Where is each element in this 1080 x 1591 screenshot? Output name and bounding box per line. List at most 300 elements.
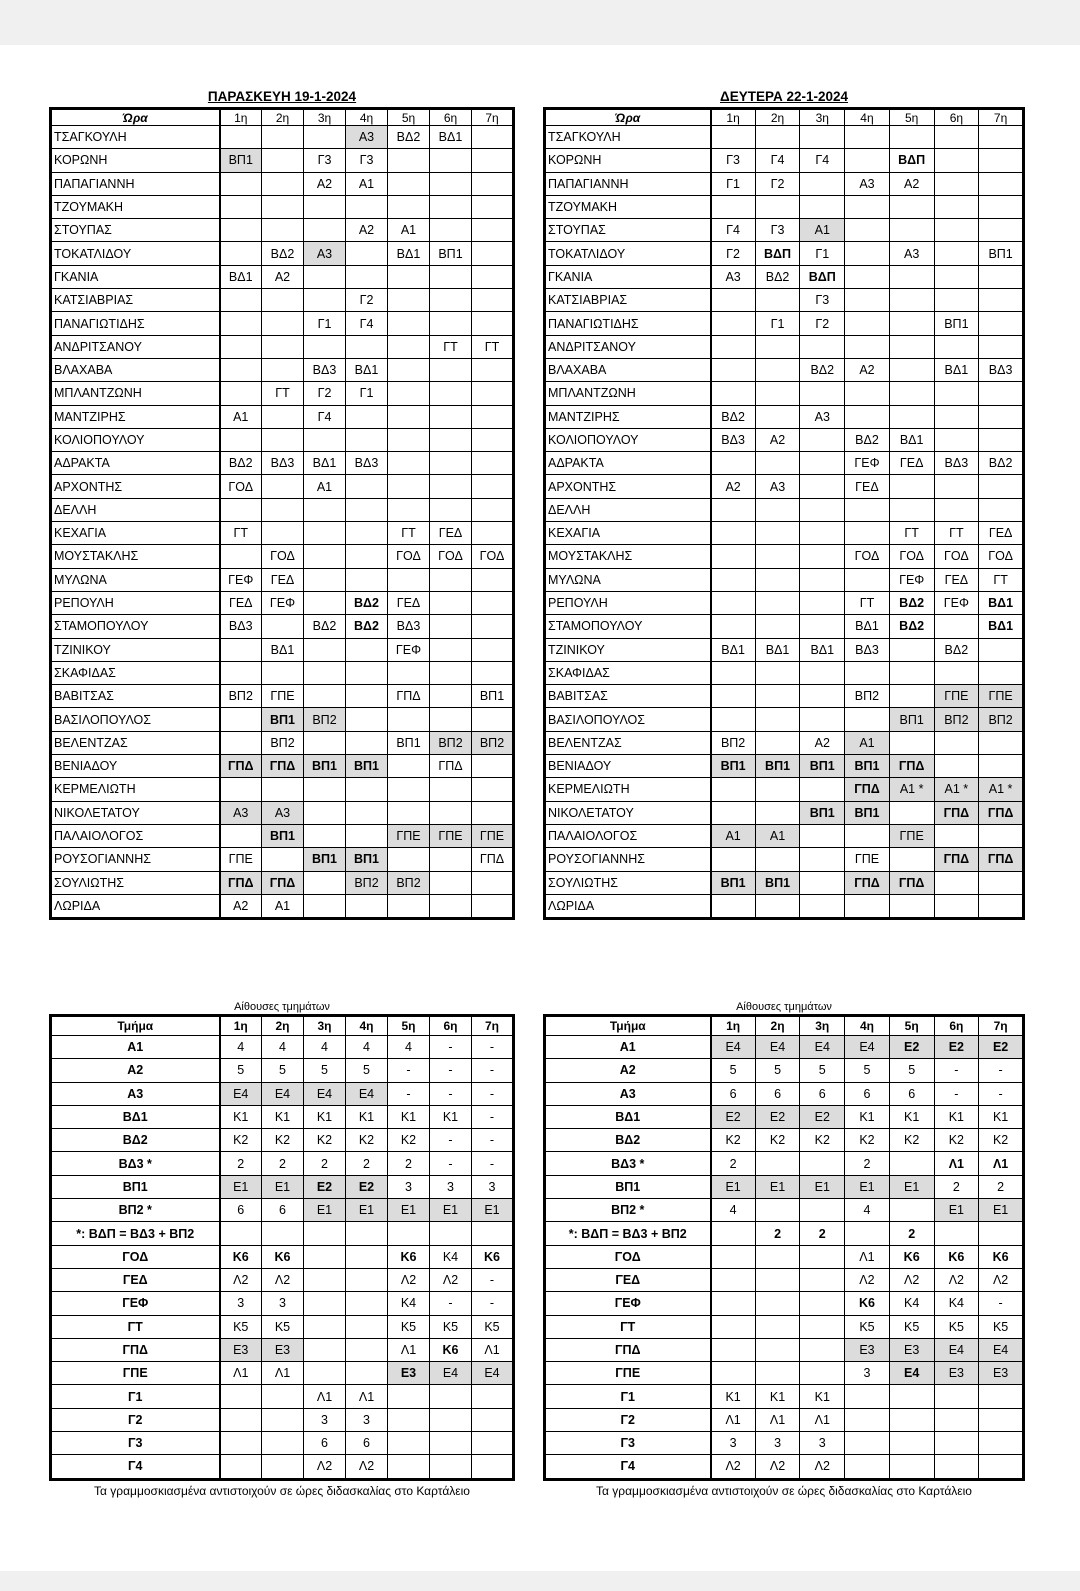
table-cell: Ε4: [979, 1338, 1024, 1361]
table-cell: [472, 522, 514, 545]
table-cell: Ε4: [934, 1338, 979, 1361]
table-cell: [845, 312, 890, 335]
row-label: ΤΖΙΝΙΚΟΥ: [545, 638, 711, 661]
row-label: ΒΔ1: [51, 1105, 220, 1128]
table-cell: ΒΠ1: [472, 685, 514, 708]
table-cell: Λ2: [304, 1455, 346, 1479]
table-cell: [304, 871, 346, 894]
table-cell: Κ1: [346, 1105, 388, 1128]
table-cell: [262, 475, 304, 498]
table-row: [545, 265, 1024, 288]
table-cell: [430, 871, 472, 894]
table-cell: [711, 1362, 756, 1385]
hour-header: 3η: [800, 109, 845, 126]
table-cell: ΒΔ1: [934, 358, 979, 381]
table-cell: [430, 591, 472, 614]
table-cell: Κ1: [304, 1105, 346, 1128]
table-cell: 2: [220, 1152, 262, 1175]
row-label: ΣΚΑΦΙΔΑΣ: [545, 661, 711, 684]
table-cell: Ε4: [755, 1036, 800, 1059]
table-cell: -: [472, 1059, 514, 1082]
table-cell: [472, 126, 514, 149]
table-cell: Γ4: [800, 149, 845, 172]
table-cell: [220, 778, 262, 801]
row-label: Α1: [545, 1036, 711, 1059]
table-cell: [262, 1385, 304, 1408]
table-cell: ΓΠΔ: [388, 685, 430, 708]
table-cell: -: [472, 1036, 514, 1059]
table-cell: [220, 638, 262, 661]
table-cell: Κ2: [304, 1129, 346, 1152]
table-cell: [889, 1199, 934, 1222]
table-cell: Κ5: [430, 1315, 472, 1338]
table-cell: Ε4: [845, 1036, 890, 1059]
table-cell: [304, 219, 346, 242]
table-cell: [711, 778, 756, 801]
table-cell: [304, 1268, 346, 1291]
table-cell: ΒΔ2: [711, 405, 756, 428]
table-cell: [800, 1292, 845, 1315]
hour-header: 5η: [388, 109, 430, 126]
hour-header: 1η: [711, 109, 756, 126]
table-cell: [800, 1268, 845, 1291]
table-row: [51, 801, 514, 824]
hour-header: 4η: [845, 109, 890, 126]
table-row: [545, 1268, 1024, 1291]
hour-header: 3η: [304, 109, 346, 126]
row-label: ΡΟΥΣΟΓΙΑΝΝΗΣ: [545, 848, 711, 871]
table-cell: Α2: [304, 172, 346, 195]
table-cell: Ε2: [755, 1105, 800, 1128]
table-cell: [845, 661, 890, 684]
table-cell: 6: [220, 1199, 262, 1222]
table-cell: [800, 172, 845, 195]
table-cell: [304, 522, 346, 545]
table-row: [545, 1362, 1024, 1385]
table-cell: Λ2: [388, 1268, 430, 1291]
table-cell: [889, 335, 934, 358]
table-row: [545, 708, 1024, 731]
table-cell: [800, 498, 845, 521]
row-label: ΓΠΔ: [51, 1338, 220, 1361]
table-row: [545, 1222, 1024, 1245]
table-cell: [934, 265, 979, 288]
table-cell: [800, 568, 845, 591]
row-label: ΜΑΝΤΖΙΡΗΣ: [51, 405, 220, 428]
table-cell: 2: [889, 1222, 934, 1245]
table-cell: 2: [262, 1152, 304, 1175]
table-cell: [220, 731, 262, 754]
table-row: [545, 1245, 1024, 1268]
table-cell: [304, 498, 346, 521]
row-label: ΤΣΑΓΚΟΥΛΗ: [51, 126, 220, 149]
table-row: [545, 1292, 1024, 1315]
table-cell: ΒΠ2: [346, 871, 388, 894]
table-cell: Α2: [800, 731, 845, 754]
table-cell: Λ1: [800, 1408, 845, 1431]
table-cell: [262, 848, 304, 871]
table-cell: Κ1: [220, 1105, 262, 1128]
table-cell: [800, 382, 845, 405]
table-cell: [388, 1385, 430, 1408]
table-cell: ΓΠΔ: [979, 801, 1024, 824]
table-cell: ΒΔ1: [220, 265, 262, 288]
table-row: [51, 661, 514, 684]
table-cell: Κ5: [845, 1315, 890, 1338]
row-label: ΣΤΑΜΟΠΟΥΛΟΥ: [545, 615, 711, 638]
row-label: ΓΠΔ: [545, 1338, 711, 1361]
table-cell: [262, 1222, 304, 1245]
table-row: [545, 312, 1024, 335]
table-cell: Ε2: [711, 1105, 756, 1128]
table-cell: -: [934, 1082, 979, 1105]
table-row: [51, 312, 514, 335]
table-row: [545, 824, 1024, 847]
row-label: Γ2: [545, 1408, 711, 1431]
table-row: [51, 591, 514, 614]
row-label: ΓΟΔ: [545, 1245, 711, 1268]
table-cell: [800, 1199, 845, 1222]
table-cell: [262, 661, 304, 684]
table-cell: [304, 428, 346, 451]
table-row: [51, 1362, 514, 1385]
table-cell: [262, 1408, 304, 1431]
row-label: ΒΛΑΧΑΒΑ: [545, 358, 711, 381]
row-label: Γ3: [545, 1432, 711, 1455]
table-cell: Ε4: [220, 1082, 262, 1105]
table-cell: [979, 172, 1024, 195]
table-cell: Κ1: [800, 1385, 845, 1408]
hour-header: 6η: [430, 1016, 472, 1036]
hour-header: 7η: [979, 1016, 1024, 1036]
row-label: ΝΙΚΟΛΕΤΑΤΟΥ: [51, 801, 220, 824]
table-cell: [388, 1432, 430, 1455]
table-cell: ΒΔ1: [889, 428, 934, 451]
table-cell: [220, 172, 262, 195]
table-cell: [934, 894, 979, 918]
hour-header: 2η: [262, 1016, 304, 1036]
table-cell: -: [430, 1036, 472, 1059]
row-label: ΓΕΔ: [51, 1268, 220, 1291]
table-cell: Ε1: [800, 1175, 845, 1198]
table-cell: [304, 289, 346, 312]
table-cell: ΓΠΔ: [262, 871, 304, 894]
table-cell: [262, 289, 304, 312]
table-cell: [800, 894, 845, 918]
table-cell: Λ2: [845, 1268, 890, 1291]
table-cell: ΓΟΔ: [220, 475, 262, 498]
table-row: [51, 708, 514, 731]
table-cell: [800, 848, 845, 871]
table-cell: ΒΔ3: [979, 358, 1024, 381]
table-cell: ΓΟΔ: [472, 545, 514, 568]
table-cell: [845, 265, 890, 288]
table-cell: [346, 731, 388, 754]
table-cell: Α1: [845, 731, 890, 754]
table-cell: [262, 219, 304, 242]
table-row: [545, 801, 1024, 824]
table-cell: Ε3: [889, 1338, 934, 1361]
table-cell: ΒΔ1: [711, 638, 756, 661]
table-cell: [220, 1222, 262, 1245]
table-row: [51, 1036, 514, 1059]
table-row: [545, 1385, 1024, 1408]
table-cell: Ε3: [262, 1338, 304, 1361]
table-cell: ΓΠΔ: [220, 871, 262, 894]
table-cell: [889, 498, 934, 521]
table-cell: 6: [845, 1082, 890, 1105]
table-cell: ΒΠ1: [934, 312, 979, 335]
table-cell: 4: [388, 1036, 430, 1059]
table-cell: ΓΤ: [845, 591, 890, 614]
table-row: [51, 545, 514, 568]
row-label: ΛΩΡΙΔΑ: [51, 894, 220, 918]
table-cell: Ε1: [262, 1175, 304, 1198]
table-cell: Α2: [711, 475, 756, 498]
table-cell: [388, 428, 430, 451]
table-cell: [845, 1408, 890, 1431]
table-cell: [304, 1222, 346, 1245]
table-cell: [304, 591, 346, 614]
table-cell: [711, 312, 756, 335]
table-cell: [472, 265, 514, 288]
table-cell: [388, 289, 430, 312]
table-cell: [979, 1455, 1024, 1479]
table-cell: [711, 1245, 756, 1268]
table-cell: [346, 568, 388, 591]
table-cell: ΒΔ3: [220, 615, 262, 638]
table-cell: [472, 242, 514, 265]
table-cell: [934, 1432, 979, 1455]
table-cell: -: [934, 1059, 979, 1082]
table-cell: ΒΠ1: [388, 731, 430, 754]
table-cell: ΓΠΔ: [262, 755, 304, 778]
table-cell: -: [472, 1292, 514, 1315]
row-label: Α2: [51, 1059, 220, 1082]
table-cell: [889, 289, 934, 312]
hour-header: 4η: [346, 1016, 388, 1036]
table-cell: ΒΠ2: [979, 708, 1024, 731]
table-cell: Α1 *: [889, 778, 934, 801]
table-cell: [845, 195, 890, 218]
table-cell: [755, 1152, 800, 1175]
table-cell: [889, 126, 934, 149]
table-row: [51, 1175, 514, 1198]
table-cell: ΓΟΔ: [889, 545, 934, 568]
table-cell: Ε4: [711, 1036, 756, 1059]
table-cell: ΓΕΔ: [889, 452, 934, 475]
table-cell: Ε4: [304, 1082, 346, 1105]
table-cell: ΒΔ1: [388, 242, 430, 265]
table-cell: [711, 1292, 756, 1315]
table-cell: [755, 731, 800, 754]
table-cell: Κ4: [889, 1292, 934, 1315]
table-cell: [755, 708, 800, 731]
table-cell: 6: [889, 1082, 934, 1105]
table-cell: 2: [388, 1152, 430, 1175]
row-label: Α3: [545, 1082, 711, 1105]
table-cell: [800, 522, 845, 545]
table-cell: Γ1: [304, 312, 346, 335]
row-label: ΤΟΚΑΤΛΙΔΟΥ: [51, 242, 220, 265]
table-cell: [262, 405, 304, 428]
table-cell: [430, 358, 472, 381]
table-cell: [472, 312, 514, 335]
schedule-right-title: ΔΕΥΤΕΡΑ 22-1-2024: [719, 89, 848, 104]
table-cell: [934, 731, 979, 754]
table-cell: [711, 545, 756, 568]
table-row: [51, 731, 514, 754]
table-cell: Α3: [755, 475, 800, 498]
table-cell: Γ4: [346, 312, 388, 335]
table-row: [51, 1385, 514, 1408]
table-cell: ΒΠ1: [711, 871, 756, 894]
table-cell: Ε3: [934, 1362, 979, 1385]
table-cell: [711, 894, 756, 918]
table-row: [51, 894, 514, 918]
table-cell: Κ5: [388, 1315, 430, 1338]
row-label: ΚΕΡΜΕΛΙΩΤΗ: [545, 778, 711, 801]
row-label: ΠΑΛΑΙΟΛΟΓΟΣ: [545, 824, 711, 847]
table-cell: ΓΠΔ: [889, 871, 934, 894]
table-cell: [934, 1222, 979, 1245]
table-cell: [346, 498, 388, 521]
table-cell: [845, 1432, 890, 1455]
table-row: [545, 475, 1024, 498]
table-cell: Λ2: [711, 1455, 756, 1479]
table-cell: [430, 1408, 472, 1431]
table-cell: [711, 661, 756, 684]
row-label: ΚΑΤΣΙΑΒΡΙΑΣ: [51, 289, 220, 312]
table-cell: [472, 475, 514, 498]
table-cell: ΒΠ2: [430, 731, 472, 754]
table-cell: Ε2: [979, 1036, 1024, 1059]
row-label: ΜΠΛΑΝΤΖΩΝΗ: [545, 382, 711, 405]
table-row: [51, 195, 514, 218]
table-cell: [889, 801, 934, 824]
table-cell: [979, 382, 1024, 405]
table-cell: Κ2: [889, 1129, 934, 1152]
table-cell: [472, 591, 514, 614]
table-cell: [889, 1455, 934, 1479]
table-cell: Α3: [220, 801, 262, 824]
table-cell: 3: [304, 1408, 346, 1431]
table-cell: ΓΤ: [889, 522, 934, 545]
table-cell: ΒΔ3: [262, 452, 304, 475]
table-cell: [800, 1245, 845, 1268]
row-label: ΠΑΝΑΓΙΩΤΙΔΗΣ: [51, 312, 220, 335]
table-cell: [220, 708, 262, 731]
table-cell: ΓΠΕ: [934, 685, 979, 708]
row-label: Γ1: [51, 1385, 220, 1408]
table-cell: Κ5: [889, 1315, 934, 1338]
table-row: [545, 1152, 1024, 1175]
table-cell: ΒΔ3: [304, 358, 346, 381]
row-label: ΝΙΚΟΛΕΤΑΤΟΥ: [545, 801, 711, 824]
table-cell: Κ5: [979, 1315, 1024, 1338]
table-cell: ΒΠ1: [220, 149, 262, 172]
table-cell: ΒΔ2: [346, 615, 388, 638]
table-row: [51, 149, 514, 172]
table-cell: [304, 568, 346, 591]
table-row: [51, 1432, 514, 1455]
row-label: ΣΟΥΛΙΩΤΗΣ: [51, 871, 220, 894]
hour-header: 1η: [711, 1016, 756, 1036]
table-cell: [934, 824, 979, 847]
table-cell: [388, 755, 430, 778]
table-cell: Κ4: [430, 1245, 472, 1268]
table-cell: [889, 1408, 934, 1431]
table-row: [545, 428, 1024, 451]
table-cell: ΓΕΔ: [979, 522, 1024, 545]
table-cell: ΓΤ: [430, 335, 472, 358]
table-cell: [934, 195, 979, 218]
row-label: *: ΒΔΠ = ΒΔ3 + ΒΠ2: [545, 1222, 711, 1245]
table-cell: Κ5: [934, 1315, 979, 1338]
row-label: ΡΟΥΣΟΓΙΑΝΝΗΣ: [51, 848, 220, 871]
table-cell: -: [430, 1292, 472, 1315]
hour-header: 4η: [845, 1016, 890, 1036]
table-cell: Κ2: [711, 1129, 756, 1152]
table-cell: [755, 1199, 800, 1222]
table-cell: ΓΤ: [220, 522, 262, 545]
table-cell: Λ2: [346, 1455, 388, 1479]
table-cell: -: [472, 1082, 514, 1105]
table-row: [51, 452, 514, 475]
table-cell: Γ3: [304, 149, 346, 172]
table-row: [51, 172, 514, 195]
table-row: [545, 1338, 1024, 1361]
table-cell: ΒΔ2: [889, 615, 934, 638]
table-cell: [889, 312, 934, 335]
schedule-right-block: [543, 87, 1025, 920]
table-cell: [934, 242, 979, 265]
table-cell: [388, 382, 430, 405]
table-cell: ΒΠ2: [472, 731, 514, 754]
table-cell: [262, 522, 304, 545]
row-label: ΚΕΡΜΕΛΙΩΤΗ: [51, 778, 220, 801]
table-cell: ΒΔ1: [346, 358, 388, 381]
table-cell: Α1: [711, 824, 756, 847]
table-cell: ΒΔ1: [979, 615, 1024, 638]
table-cell: [934, 498, 979, 521]
table-cell: [979, 871, 1024, 894]
table-cell: [800, 591, 845, 614]
table-cell: ΒΠ1: [889, 708, 934, 731]
table-cell: [979, 219, 1024, 242]
header-row: [51, 1016, 514, 1036]
table-cell: Ε1: [430, 1199, 472, 1222]
row-label: ΚΟΡΩΝΗ: [51, 149, 220, 172]
table-cell: Κ2: [346, 1129, 388, 1152]
table-cell: ΓΠΕ: [220, 848, 262, 871]
table-cell: -: [472, 1152, 514, 1175]
table-row: [545, 1105, 1024, 1128]
table-cell: [889, 358, 934, 381]
table-cell: 6: [346, 1432, 388, 1455]
table-row: [51, 1222, 514, 1245]
table-cell: [979, 1432, 1024, 1455]
schedule-left-table: [49, 107, 515, 920]
table-cell: ΒΔ2: [800, 358, 845, 381]
row-label: ΒΠ1: [545, 1175, 711, 1198]
table-row: [51, 242, 514, 265]
table-cell: [889, 685, 934, 708]
table-cell: 2: [711, 1152, 756, 1175]
rooms-left-table: [49, 1014, 515, 1481]
row-label: ΑΡΧΟΝΤΗΣ: [51, 475, 220, 498]
table-row: [51, 289, 514, 312]
